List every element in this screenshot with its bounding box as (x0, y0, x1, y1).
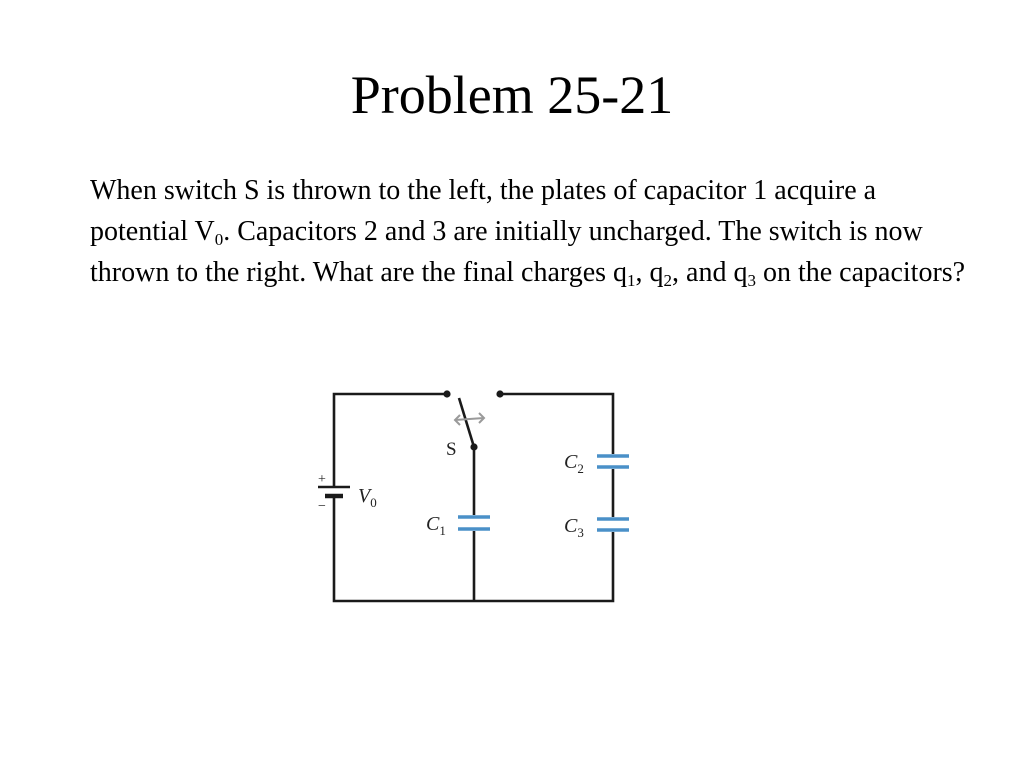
c2-label-sub: 2 (577, 461, 584, 476)
switch-contact-left (443, 390, 450, 397)
capacitor-c2-symbol (597, 456, 629, 467)
subscript: 1 (627, 271, 636, 290)
switch-contact-right (496, 390, 503, 397)
wire-left-bottom (334, 505, 474, 601)
subscript: 2 (663, 271, 673, 290)
problem-statement (90, 170, 970, 293)
subscript: 3 (747, 271, 756, 290)
capacitor-c3-symbol (597, 519, 629, 530)
wire-left-top (334, 394, 447, 487)
battery-minus-label: − (318, 499, 326, 514)
slide-title: Problem 25-21 (350, 65, 674, 125)
c1-label (426, 513, 446, 538)
switch-pivot (470, 443, 477, 450)
c2-label-main: C (564, 451, 578, 473)
c3-label-sub: 3 (577, 525, 584, 540)
problem-text-part: on the capacitors? (755, 257, 966, 288)
battery-label (358, 485, 377, 510)
battery-label-main: V (358, 485, 371, 507)
wire-right-top (500, 394, 613, 454)
switch-label: S (446, 439, 457, 460)
problem-text-part: , and q (672, 257, 748, 288)
battery-label-sub: 0 (370, 495, 377, 510)
c1-label-main: C (426, 513, 440, 535)
switch-blade (459, 398, 474, 447)
wire-bottom-right (474, 532, 613, 601)
c3-label (564, 515, 584, 540)
problem-text-part: . Capacitors 2 and 3 are initially uncharged. The switch is now thrown to the right. What are the final charges q (90, 216, 923, 288)
subscript: 0 (214, 230, 224, 249)
capacitor-c1-symbol (458, 517, 490, 529)
problem-text-part: , q (635, 257, 664, 288)
c2-label (564, 451, 584, 476)
battery-plus-label: + (318, 472, 326, 487)
c3-label-main: C (564, 515, 578, 537)
c1-label-sub: 1 (439, 523, 446, 538)
switch-arrow-icon (455, 413, 484, 425)
circuit-diagram (300, 370, 660, 620)
problem-text-part: When switch S is thrown to the left, the plates of capacitor 1 acquire a potential V (90, 175, 877, 247)
